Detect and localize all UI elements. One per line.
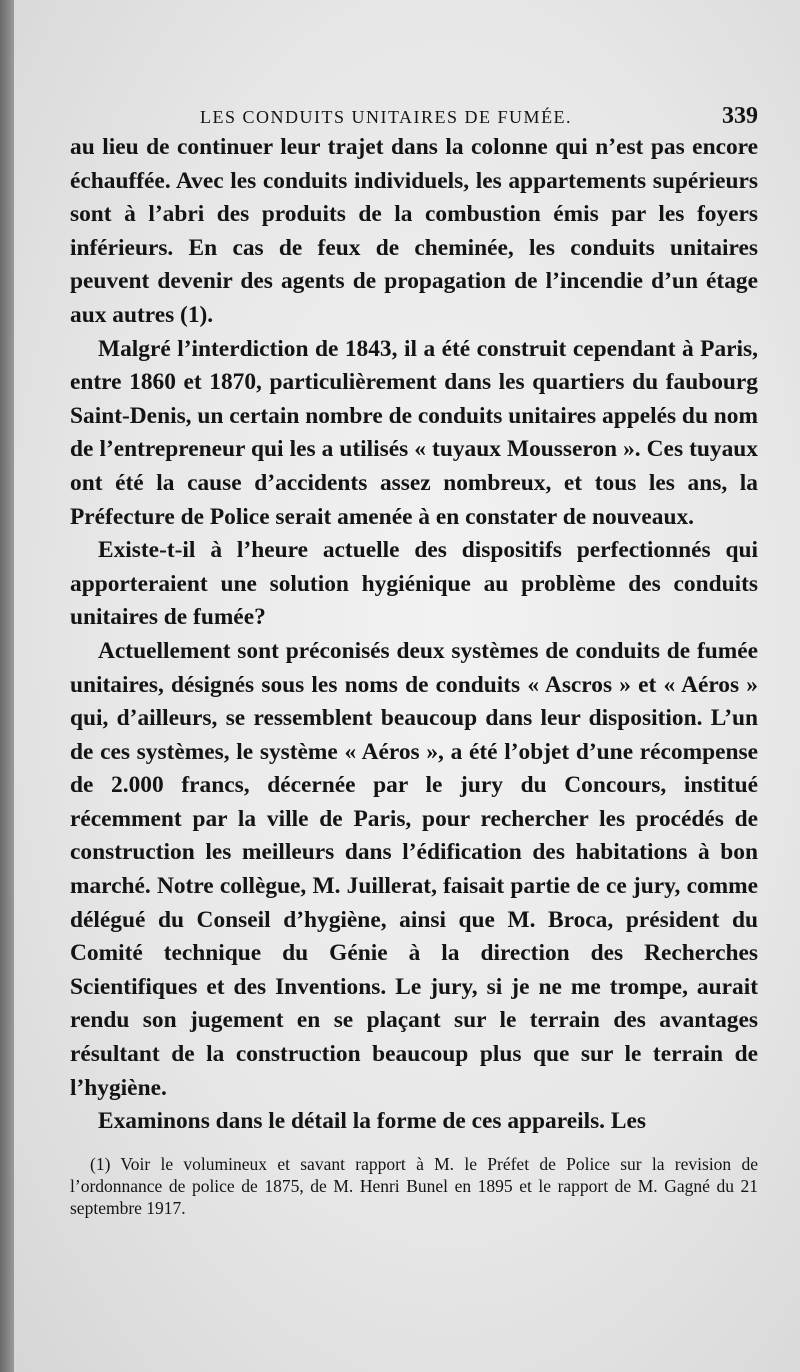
paragraph-continuation: au lieu de continuer leur trajet dans la colonne qui n’est pas encore échauffée. Avec les conduits individuels, les appartements supérieurs sont à l’abri des produits de la combustion émis par les foyers inférieurs. En cas de feux de cheminée, les conduits unitaires peuvent devenir des agents de propagation de l’incendie d’un étage aux autres (1).: [70, 134, 758, 328]
paragraph-interdiction-1843: Malgré l’interdiction de 1843, il a été construit cependant à Paris, entre 1860 et 1870, particulièrement dans les quartiers du faubourg Saint-Denis, un certain nombre de conduits unitaires appelés du nom de l’entrepreneur qui les a utilisés « tuyaux Mousseron ». Ces tuyaux ont été la cause d’accidents assez nombreux, et tous les ans, la Préfecture de Police serait amenée à en constater de nouveaux.: [70, 335, 758, 530]
running-head: [70, 95, 758, 131]
book-page: [14, 0, 800, 1372]
body-text: [70, 131, 758, 1139]
page-number: 339: [722, 103, 758, 129]
scan-edge-shadow: [0, 0, 14, 1372]
paragraph-question: Existe-t-il à l’heure actuelle des dispositifs perfectionnés qui apporteraient une solution hygiénique au problème des conduits unitaires de fumée?: [70, 537, 758, 631]
running-title: LES CONDUITS UNITAIRES DE FUMÉE.: [200, 107, 573, 127]
paragraph-ascros-aeros: Actuellement sont préconisés deux systèmes de conduits de fumée unitaires, désignés sous les noms de conduits « Ascros » et « Aéros » qui, d’ailleurs, se ressemblent beaucoup dans leur disposition. L’un de ces systèmes, le système « Aéros », a été l’objet d’une récompense de 2.000 francs, décernée par le jury du Concours, institué récemment par la ville de Paris, pour rechercher les procédés de construction les meilleurs dans l’édification des habitations à bon marché. Notre collègue, M. Juillerat, faisait partie de ce jury, comme délégué du Conseil d’hygiène, ainsi que M. Broca, président du Comité technique du Génie à la direction des Recherches Scientifiques et des Inventions. Le jury, si je ne me trompe, aurait rendu son jugement en se plaçant sur le terrain des avantages résultant de la construction beaucoup plus que sur le terrain de l’hygiène.: [70, 637, 758, 1101]
paragraph-examinons: Examinons dans le détail la forme de ces appareils. Les: [98, 1108, 646, 1135]
footnote: [70, 1153, 758, 1219]
footnote-text: (1) Voir le volumineux et savant rapport à M. le Préfet de Police sur la revision de l’ordonnance de police de 1875, de M. Henri Bunel en 1895 et le rapport de M. Gagné du 21 septembre 1917.: [70, 1153, 758, 1218]
